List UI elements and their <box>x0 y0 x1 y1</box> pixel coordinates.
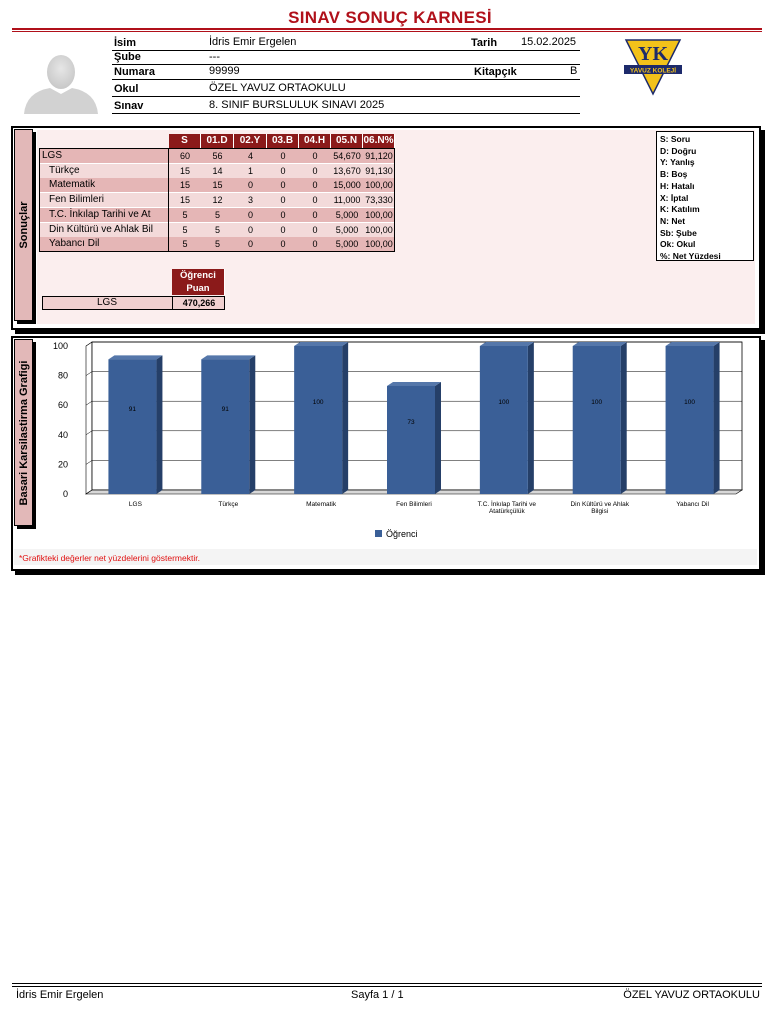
bar <box>108 359 156 494</box>
bar-value-label: 100 <box>498 399 510 407</box>
branch-label: Şube <box>114 51 141 63</box>
row-label: Fen Bilimleri <box>49 194 105 206</box>
table-cell: 5 <box>214 209 220 220</box>
table-cell: 5 <box>182 224 188 235</box>
bar-top <box>573 342 627 346</box>
chart-side-label: Basari Karsilastirma Grafigi <box>17 360 30 505</box>
person-silhouette-icon <box>20 48 100 114</box>
score-row-label: LGS <box>96 297 117 308</box>
table-cell: 15,000 <box>333 180 361 191</box>
y-tick-label: 0 <box>62 489 68 499</box>
table-cell: 0 <box>247 209 253 220</box>
table-cell: 100,00 <box>365 224 393 235</box>
row-label: Din Kültürü ve Ahlak Bil <box>49 223 153 235</box>
bar-side <box>528 342 534 494</box>
branch-value: --- <box>209 51 220 63</box>
table-cell: 0 <box>280 195 286 206</box>
row-label: Türkçe <box>49 164 80 176</box>
x-category-label: Yabancı Dil <box>676 501 709 508</box>
title-divider-thin <box>12 31 762 32</box>
table-cell: 100,00 <box>365 180 393 191</box>
date-label: Tarih <box>471 37 498 49</box>
name-value: İdris Emir Ergelen <box>209 36 297 48</box>
footer-divider <box>12 983 762 984</box>
table-cell: 4 <box>247 151 253 161</box>
table-cell: 3 <box>247 195 253 206</box>
table-cell: 15 <box>179 165 190 176</box>
bar <box>573 346 621 494</box>
table-cell: 0 <box>312 195 318 206</box>
x-category-label: Fen Bilimleri <box>396 501 432 508</box>
y-tick-label: 60 <box>57 400 68 411</box>
bar-value-label: 100 <box>591 399 603 407</box>
legend-item: B: Boş <box>660 169 688 180</box>
bar <box>666 346 714 494</box>
score-header-line-2: Puan <box>172 282 225 295</box>
bar-top <box>294 342 348 346</box>
table-header-cell: S <box>169 134 201 148</box>
booklet-label: Kitapçık <box>474 66 517 78</box>
table-cell: 5 <box>182 239 188 250</box>
table-cell: 56 <box>212 151 223 161</box>
logo-letters: YK <box>638 43 668 65</box>
bar-value-label: 91 <box>221 405 229 413</box>
table-cell: 5 <box>182 209 188 220</box>
table-cell: 0 <box>312 209 318 220</box>
x-category-label: LGS <box>128 501 142 508</box>
footer-page-number: Sayfa 1 / 1 <box>351 989 404 1001</box>
row-label: Matematik <box>49 179 96 191</box>
table-cell: 0 <box>312 239 318 250</box>
results-side-tab <box>14 129 33 321</box>
x-category-label: Bilgisi <box>591 508 609 515</box>
table-cell: 0 <box>247 180 253 191</box>
table-header-cell: 03.B <box>267 134 299 148</box>
table-cell: 14 <box>212 165 223 176</box>
table-cell: 0 <box>280 165 286 176</box>
table-cell: 15 <box>179 180 190 191</box>
table-cell: 0 <box>312 180 318 191</box>
legend-item: N: Net <box>660 215 686 226</box>
bar <box>480 346 528 494</box>
bar-top <box>201 355 255 359</box>
table-cell: 54,670 <box>333 151 361 161</box>
table-cell: 0 <box>280 151 286 161</box>
x-category-label: Matematik <box>306 501 337 508</box>
table-cell: 0 <box>280 209 286 220</box>
bar-top <box>480 342 534 346</box>
table-header-cell: 02.Y <box>234 134 267 148</box>
chart-footnote: *Grafikteki değerler net yüzdelerini göstermektir. <box>19 553 200 563</box>
bar-side <box>435 382 441 494</box>
table-cell: 0 <box>312 151 318 161</box>
page-title: SINAV SONUÇ KARNESİ <box>288 8 492 27</box>
row-label: Yabancı Dil <box>49 238 100 250</box>
number-value: 99999 <box>209 65 240 77</box>
score-row-value: 470,266 <box>182 298 216 308</box>
bar-side <box>621 342 627 494</box>
table-cell: 5,000 <box>335 224 359 235</box>
table-cell: 5,000 <box>335 239 359 250</box>
exam-value: 8. SINIF BURSLULUK SINAVI 2025 <box>209 99 385 111</box>
info-divider <box>112 79 580 80</box>
x-category-label: Türkçe <box>218 501 239 508</box>
bar-value-label: 100 <box>684 399 696 407</box>
date-value: 15.02.2025 <box>521 36 577 48</box>
y-tick-label: 40 <box>57 429 68 440</box>
legend-item: S: Soru <box>660 134 691 144</box>
bar-top <box>108 355 162 359</box>
table-cell: 73,330 <box>365 195 393 206</box>
row-label: LGS <box>42 150 63 161</box>
table-cell: 15 <box>179 195 190 206</box>
legend-item: X: İptal <box>660 192 689 203</box>
school-value: ÖZEL YAVUZ ORTAOKULU <box>209 82 346 94</box>
number-label: Numara <box>114 66 155 78</box>
bar-value-label: 91 <box>128 405 137 413</box>
logo-text: YAVUZ KOLEJİ <box>629 67 677 75</box>
table-cell: 5 <box>214 239 220 250</box>
bar-side <box>714 342 720 494</box>
bar-side <box>156 355 162 494</box>
bar-chart <box>36 338 756 546</box>
info-divider <box>112 64 580 65</box>
booklet-value: B <box>570 65 578 77</box>
legend-item: Ok: Okul <box>660 239 696 250</box>
table-header-cell: 05.N <box>331 134 363 148</box>
school-label: Okul <box>114 83 139 95</box>
footer-divider-thin <box>12 986 762 987</box>
bar <box>387 386 435 494</box>
x-category-label: Din Kültürü ve Ahlak <box>570 501 629 508</box>
table-cell: 100,00 <box>365 239 393 250</box>
avatar <box>20 48 100 114</box>
legend-label: Öğrenci <box>386 529 418 539</box>
table-cell: 100,00 <box>365 209 393 220</box>
table-cell: 1 <box>247 165 253 176</box>
table-cell: 12 <box>212 195 223 206</box>
legend-item: Y: Yanlış <box>660 157 695 168</box>
table-cell: 0 <box>280 224 286 235</box>
y-tick-label: 20 <box>57 459 68 470</box>
legend-item: H: Hatalı <box>660 180 695 191</box>
table-border <box>39 148 395 252</box>
table-cell: 0 <box>247 224 253 235</box>
chart-side-tab <box>14 339 33 526</box>
footer-student-name: İdris Emir Ergelen <box>16 989 104 1001</box>
score-header-line-1: Öğrenci <box>172 269 225 282</box>
bar-top <box>666 342 720 346</box>
legend-item: K: Katılım <box>660 204 700 215</box>
footer-school-name: ÖZEL YAVUZ ORTAOKULU <box>623 989 760 1001</box>
chart-side-wall <box>86 342 92 494</box>
table-cell: 13,670 <box>333 165 361 176</box>
bar <box>201 359 249 494</box>
bar-side <box>342 342 348 494</box>
abbreviation-legend <box>656 131 754 261</box>
table-cell: 0 <box>312 224 318 235</box>
table-column-divider <box>168 148 169 251</box>
info-divider <box>112 113 580 114</box>
info-divider <box>112 50 580 51</box>
title-divider <box>12 28 762 30</box>
school-logo <box>620 34 686 96</box>
legend-item: D: Doğru <box>660 145 697 156</box>
table-cell: 60 <box>179 151 190 161</box>
y-tick-label: 80 <box>57 370 68 381</box>
table-cell: 5,000 <box>335 209 359 220</box>
x-category-label: T.C. İnkılap Tarihi ve <box>477 501 537 508</box>
table-cell: 0 <box>247 239 253 250</box>
row-label: T.C. İnkılap Tarihi ve At <box>49 208 151 220</box>
legend-item: %: Net Yüzdesi <box>660 251 721 262</box>
bar <box>294 346 342 494</box>
table-cell: 91,130 <box>365 165 393 176</box>
x-category-label: Atatürkçülük <box>488 508 525 515</box>
bar-side <box>249 355 255 494</box>
info-divider <box>112 96 580 97</box>
name-label: İsim <box>114 37 137 49</box>
table-cell: 0 <box>280 180 286 191</box>
table-cell: 11,000 <box>333 195 361 206</box>
table-cell: 91,120 <box>365 151 393 161</box>
exam-label: Sınav <box>114 100 144 112</box>
legend-swatch <box>375 530 382 537</box>
y-tick-label: 100 <box>52 341 68 351</box>
table-cell: 0 <box>280 239 286 250</box>
table-header-cell: 01.D <box>201 134 234 148</box>
table-cell: 5 <box>214 224 220 235</box>
results-side-label: Sonuçlar <box>17 201 30 249</box>
bar-value-label: 73 <box>407 419 415 427</box>
table-header-cell: 04.H <box>299 134 331 148</box>
table-header-cell: 06.N% <box>363 135 394 146</box>
table-cell: 0 <box>312 165 318 176</box>
bar-value-label: 100 <box>312 399 324 407</box>
legend-item: Sb: Şube <box>660 227 697 238</box>
bar-top <box>387 382 441 386</box>
table-cell: 15 <box>212 180 223 191</box>
